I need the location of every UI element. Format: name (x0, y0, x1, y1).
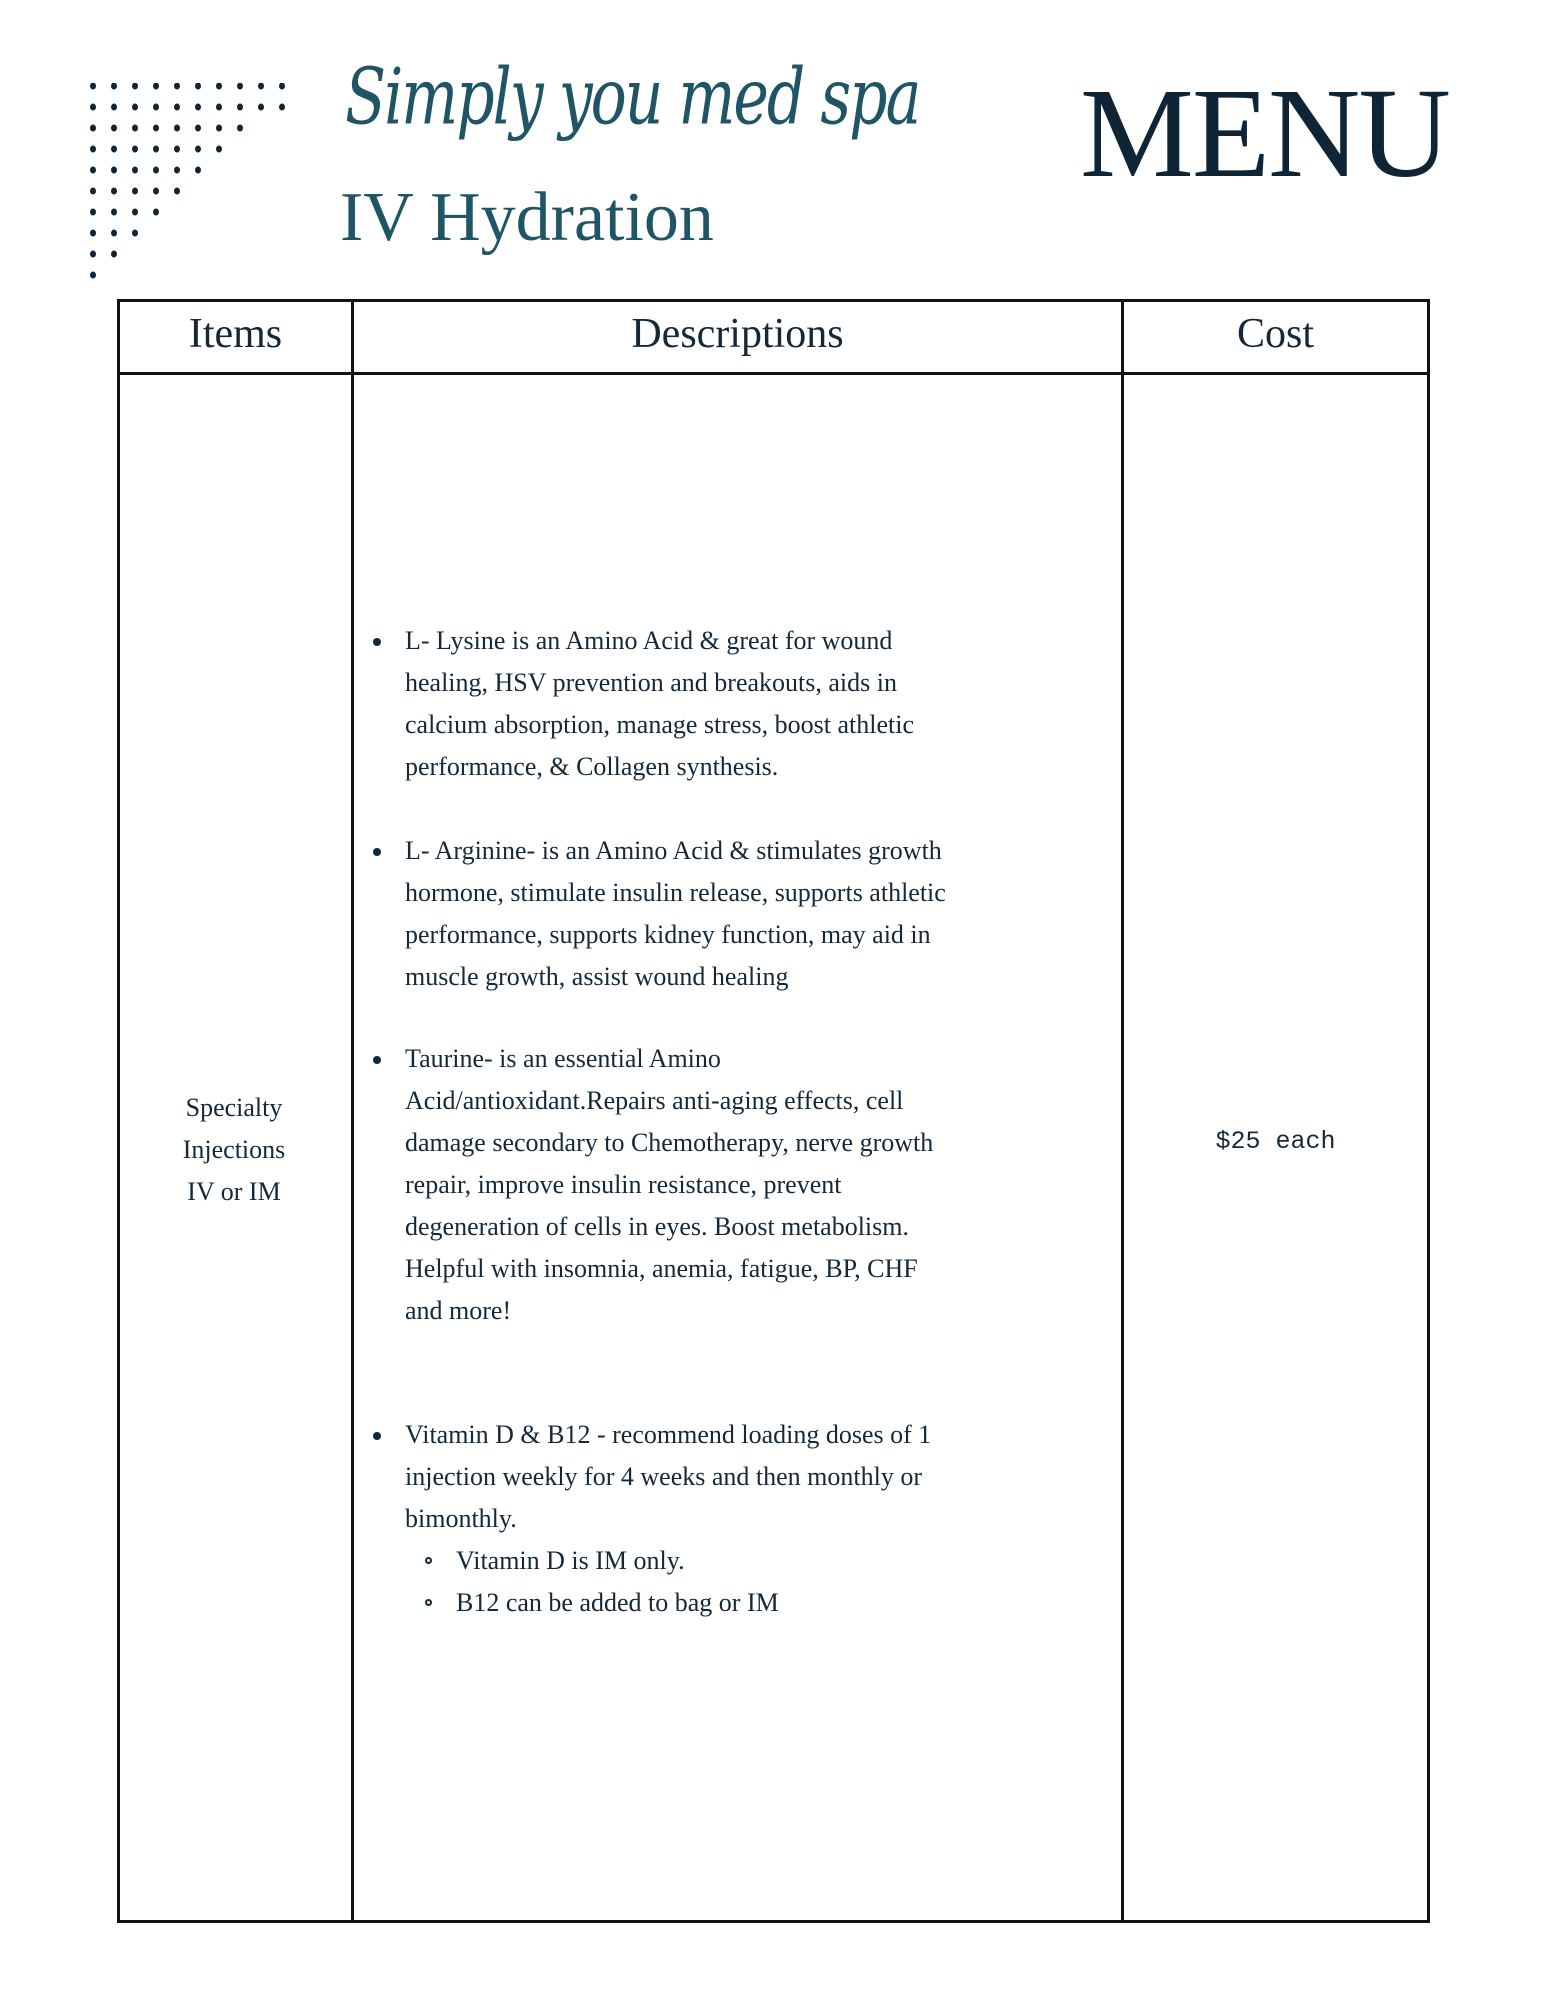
dot (174, 167, 180, 174)
description-item (405, 830, 1105, 998)
dot (195, 125, 201, 132)
dot (90, 125, 96, 132)
dot (174, 188, 180, 195)
description-line: Taurine- is an essential Amino (405, 1044, 721, 1073)
dot (111, 251, 117, 258)
dot (90, 167, 96, 174)
decorative-dot-pattern (90, 83, 290, 283)
description-item (405, 1414, 1105, 1540)
dot (111, 167, 117, 174)
circle-bullet-icon (425, 1599, 432, 1606)
dot (153, 209, 159, 216)
dot (258, 104, 264, 111)
dot (258, 83, 264, 90)
dot (195, 167, 201, 174)
sub-item: Vitamin D is IM only. (456, 1546, 685, 1575)
circle-bullet-icon (425, 1557, 432, 1564)
dot (153, 125, 159, 132)
bullet-icon (373, 1056, 381, 1064)
description-line: healing, HSV prevention and breakouts, aids in (405, 668, 897, 697)
description-line: Vitamin D & B12 - recommend loading doses of 1 (405, 1420, 932, 1449)
dot (237, 125, 243, 132)
page-title: MENU (1080, 62, 1449, 204)
dot (90, 251, 96, 258)
dot (90, 104, 96, 111)
dot (132, 230, 138, 237)
description-item (405, 1038, 1105, 1332)
dot (111, 188, 117, 195)
description-line: and more! (405, 1296, 512, 1325)
dot (279, 104, 285, 111)
dot (111, 209, 117, 216)
description-line: hormone, stimulate insulin release, supports athletic (405, 878, 946, 907)
description-line: bimonthly. (405, 1504, 517, 1533)
dot (90, 188, 96, 195)
description-item (405, 620, 1105, 788)
column-header-items: Items (188, 311, 283, 357)
dot (132, 209, 138, 216)
description-line: damage secondary to Chemotherapy, nerve growth (405, 1128, 934, 1157)
column-divider (351, 302, 354, 1920)
item-line: IV or IM (187, 1177, 281, 1206)
dot (216, 146, 222, 153)
bullet-icon (373, 638, 381, 646)
description-line: Acid/antioxidant.Repairs anti-aging effects, cell (405, 1086, 904, 1115)
dot (174, 83, 180, 90)
dot (111, 83, 117, 90)
dot (174, 125, 180, 132)
bullet-icon (373, 1432, 381, 1440)
dot (216, 104, 222, 111)
description-line: Helpful with insomnia, anemia, fatigue, BP, CHF (405, 1254, 918, 1283)
dot (195, 104, 201, 111)
bullet-icon (373, 848, 381, 856)
dot (153, 146, 159, 153)
dot (132, 167, 138, 174)
dot (195, 83, 201, 90)
column-header-descriptions: Descriptions (631, 311, 844, 357)
description-line: L- Arginine- is an Amino Acid & stimulates growth (405, 836, 942, 865)
dot (111, 230, 117, 237)
dot (111, 104, 117, 111)
column-divider (1121, 302, 1124, 1920)
dot (132, 104, 138, 111)
item-name (117, 1087, 351, 1213)
description-line: L- Lysine is an Amino Acid & great for wound (405, 626, 893, 655)
dot (153, 167, 159, 174)
dot (132, 188, 138, 195)
dot (111, 125, 117, 132)
dot (216, 83, 222, 90)
dot (90, 209, 96, 216)
dot (132, 125, 138, 132)
description-line: injection weekly for 4 weeks and then monthly or (405, 1462, 922, 1491)
dot (90, 146, 96, 153)
dot (90, 272, 96, 279)
brand-logo-script: Simply you med spa (345, 52, 920, 143)
dot (237, 83, 243, 90)
description-line: performance, supports kidney function, may aid in (405, 920, 931, 949)
description-line: repair, improve insulin resistance, prevent (405, 1170, 842, 1199)
dot (174, 146, 180, 153)
dot (111, 146, 117, 153)
dot (153, 188, 159, 195)
dot (216, 125, 222, 132)
description-line: muscle growth, assist wound healing (405, 962, 789, 991)
dot (132, 83, 138, 90)
item-line: Specialty (185, 1093, 283, 1122)
page-subtitle: IV Hydration (340, 179, 714, 256)
dot (153, 104, 159, 111)
dot (132, 146, 138, 153)
description-line: degeneration of cells in eyes. Boost metabolism. (405, 1212, 909, 1241)
description-line: calcium absorption, manage stress, boost athletic (405, 710, 915, 739)
dot (279, 83, 285, 90)
description-line: performance, & Collagen synthesis. (405, 752, 779, 781)
header-divider (120, 372, 1427, 375)
dot (237, 104, 243, 111)
dot (90, 230, 96, 237)
dot (174, 104, 180, 111)
sub-item: B12 can be added to bag or IM (456, 1588, 779, 1617)
item-cost: $25 each (1215, 1127, 1336, 1156)
column-header-cost: Cost (1236, 311, 1315, 357)
item-line: Injections (182, 1135, 286, 1164)
dot (153, 83, 159, 90)
dot (90, 83, 96, 90)
dot (195, 146, 201, 153)
